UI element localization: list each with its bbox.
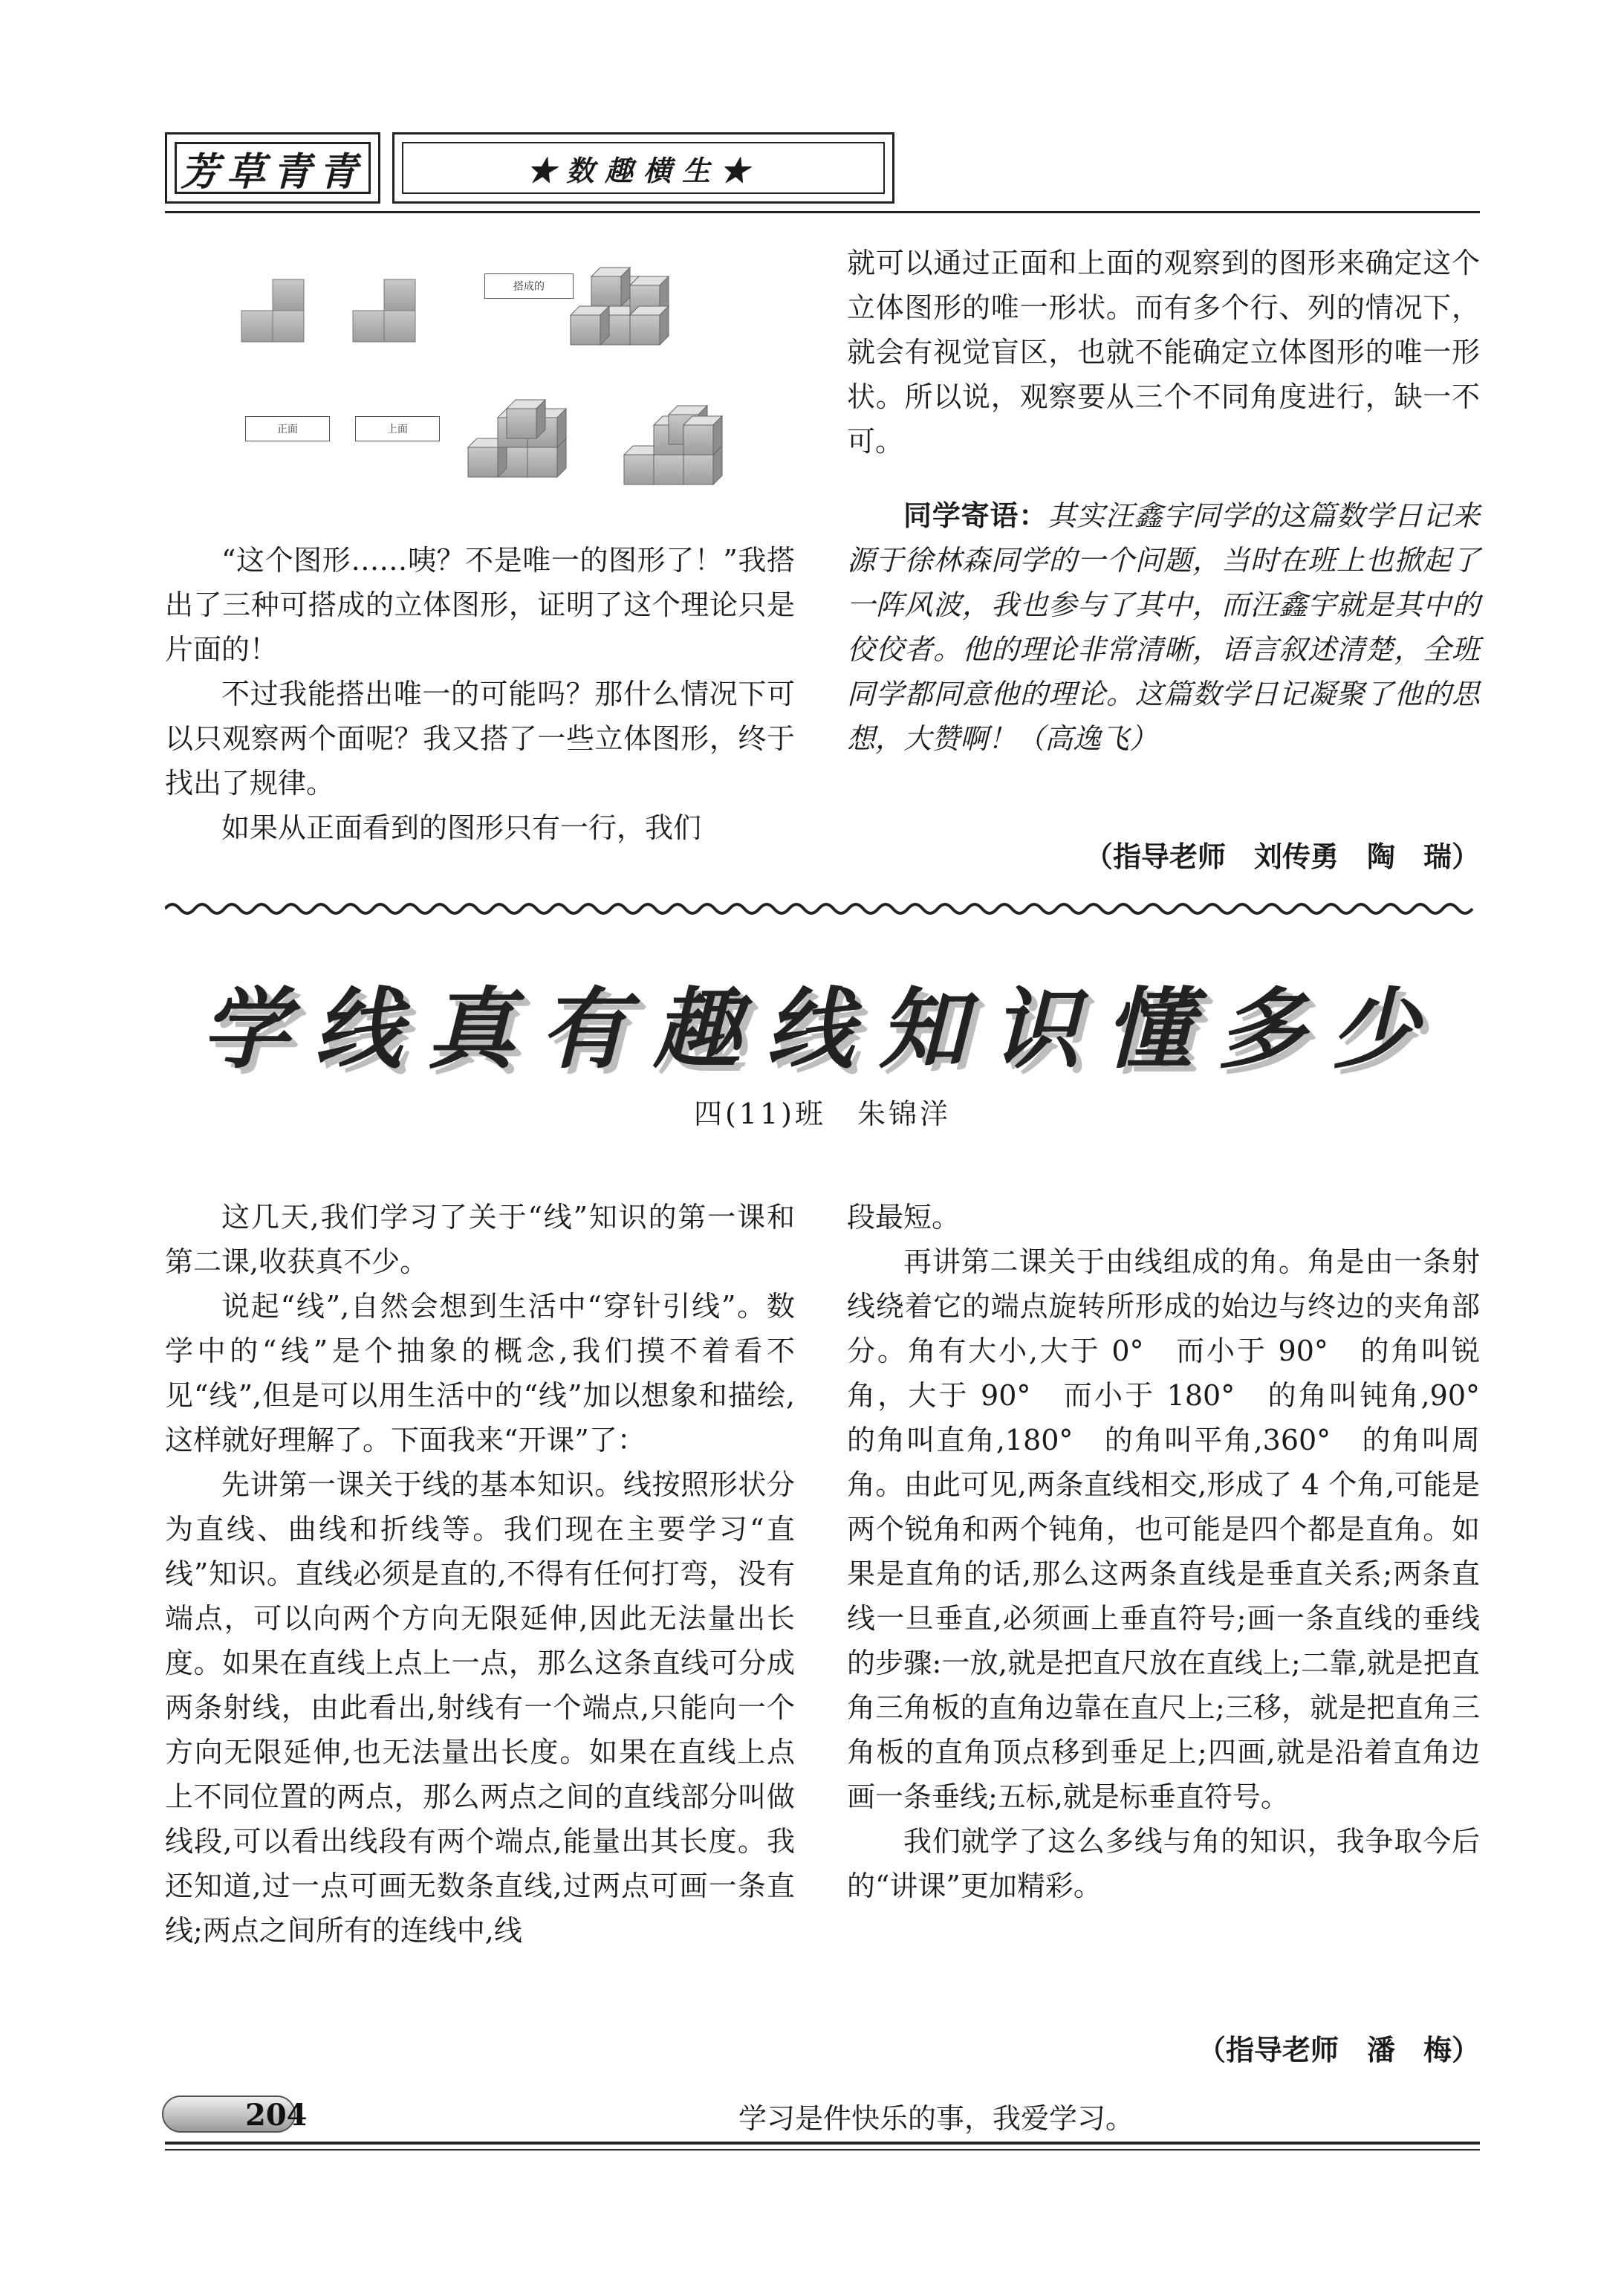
section-title: ★数趣横生★ (402, 142, 885, 194)
comment-label: 同学寄语： (903, 499, 1048, 532)
footer-rule-thin (165, 2149, 1480, 2150)
article2-right-column (847, 1195, 1509, 1908)
article1-teacher-credit: （指导老师 刘传勇 陶 瑞） (1084, 840, 1480, 873)
column-title: 芳草青青 (180, 149, 365, 195)
section-title-box (392, 132, 894, 204)
page-number: 204 (245, 2098, 308, 2133)
figure-label-front: 正面 (245, 416, 330, 441)
article1-right-paragraph: 就可以通过正面和上面的观察到的图形来确定这个立体图形的唯一形状。而有多个行、列的情况下，就会有视觉盲区，也就不能确定立体图形的唯一形状。所以说，观察要从三个不同角度进行，缺一不可。 (847, 247, 1480, 458)
figure-label-solid: 搭成的 (484, 273, 574, 299)
article2-title: 学线真有趣线知识懂多少 (201, 977, 1443, 1080)
header-rule (165, 211, 1480, 213)
article1-paragraph: “这个图形……咦？不是唯一的图形了！”我搭出了三种可搭成的立体图形，证明了这个理论只是片面的！ (165, 544, 795, 666)
cube-figure (223, 260, 787, 513)
article1-comment (847, 493, 1480, 761)
column-title-box (165, 132, 380, 204)
article2-paragraph: 这几天,我们学习了关于“线”知识的第一课和第二课,收获真不少。 (165, 1201, 795, 1278)
comment-text: 其实汪鑫宇同学的这篇数学日记来源于徐林森同学的一个问题，当时在班上也掀起了一阵风波，我也参与了其中，而汪鑫宇就是其中的佼佼者。他的理论非常清晰，语言叙述清楚，全班同学都同意他的理论。这篇数学日记凝聚了他的思想，大赞啊！（高逸飞） (847, 499, 1480, 755)
article2-paragraph: 先讲第一课关于线的基本知识。线按照形状分为直线、曲线和折线等。我们现在主要学习“直线”知识。直线必须是直的,不得有任何打弯，没有端点，可以向两个方向无限延伸,因此无法量出长度。如果在直线上点上一点，那么这条直线可分成两条射线，由此看出,射线有一个端点,只能向一个方向无限延伸,也无法量出长度。如果在直线上点上不同位置的两点，那么两点之间的直线部分叫做线段,可以看出线段有两个端点,能量出其长度。我还知道,过一点可画无数条直线,过两点可画一条直线;两点之间所有的连线中,线 (165, 1468, 795, 1947)
article2-byline: 四(11)班 朱锦洋 (693, 1098, 951, 1130)
footer-slogan: 学习是件快乐的事，我爱学习。 (738, 2102, 1134, 2135)
article1-left-column (165, 538, 795, 850)
article2-paragraph: 我们就学了这么多线与角的知识，我争取今后的“讲课”更加精彩。 (847, 1825, 1480, 1902)
article2-paragraph: 说起“线”,自然会想到生活中“穿针引线”。数学中的“线”是个抽象的概念,我们摸不着看不见“线”,但是可以用生活中的“线”加以想象和描绘,这样就好理解了。下面我来“开课”了： (165, 1290, 795, 1456)
article2-paragraph-continued: 段最短。 (847, 1201, 961, 1234)
article2-teacher-credit: （指导老师 潘 梅） (1197, 2034, 1480, 2067)
footer-rule-thick (165, 2142, 1480, 2145)
article1-paragraph: 不过我能搭出唯一的可能吗？那什么情况下可以只观察两个面呢？我又搭了一些立体图形，终于找出了规律。 (165, 678, 795, 800)
article2-left-column (165, 1195, 795, 1953)
figure-label-top: 上面 (355, 416, 440, 441)
article2-paragraph: 再讲第二课关于由线组成的角。角是由一条射线绕着它的端点旋转所形成的始边与终边的夹角部分。角有大小,大于 0° 而小于 90° 的角叫锐角，大于 90° 而小于 180° 的角叫钝角,90° 的角叫直角,180° 的角叫平角,360° 的角叫周角。由此可见,两条直线相交,形成了 4 个角,可能是两个锐角和两个钝角，也可能是四个都是直角。如果是直角的话,那么这两条直线是垂直关系;两条直线一旦垂直,必须画上垂直符号;画一条直线的垂线的步骤:一放,就是把直尺放在直线上;二靠,就是把直角三角板的直角边靠在直尺上;三移，就是把直角三角板的直角顶点移到垂足上;四画,就是沿着直角边画一条垂线;五标,就是标垂直符号。 (847, 1245, 1509, 1813)
article1-paragraph: 如果从正面看到的图形只有一行，我们 (221, 811, 702, 844)
wavy-divider (165, 898, 1480, 920)
